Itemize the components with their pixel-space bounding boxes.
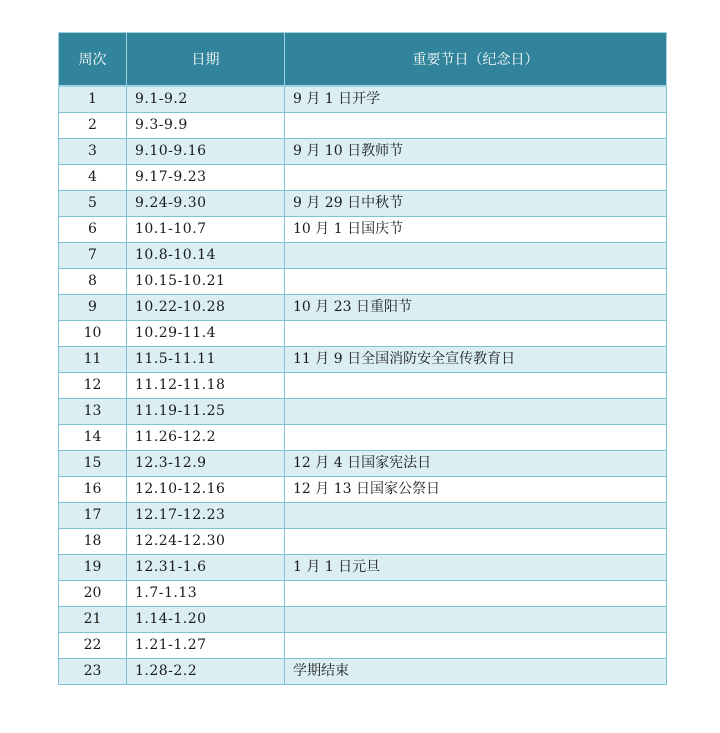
- table-row: [59, 295, 667, 321]
- week-cell: 23: [59, 659, 127, 685]
- date-cell: 10.22-10.28: [127, 295, 285, 321]
- date-cell: 9.3-9.9: [127, 113, 285, 139]
- table-header: [59, 33, 667, 87]
- date-cell: 11.5-11.11: [127, 347, 285, 373]
- festival-cell: [285, 633, 667, 659]
- week-cell: 16: [59, 477, 127, 503]
- header-week: 周次: [59, 33, 127, 87]
- festival-cell: 9 月 29 日中秋节: [285, 191, 667, 217]
- week-cell: 3: [59, 139, 127, 165]
- date-cell: 10.29-11.4: [127, 321, 285, 347]
- festival-cell: 10 月 23 日重阳节: [285, 295, 667, 321]
- festival-cell: [285, 113, 667, 139]
- table-row: [59, 243, 667, 269]
- date-cell: 11.19-11.25: [127, 399, 285, 425]
- date-cell: 9.17-9.23: [127, 165, 285, 191]
- week-cell: 9: [59, 295, 127, 321]
- table-row: [59, 425, 667, 451]
- date-cell: 1.21-1.27: [127, 633, 285, 659]
- table-row: [59, 269, 667, 295]
- festival-cell: [285, 503, 667, 529]
- festival-cell: [285, 321, 667, 347]
- festival-cell: [285, 373, 667, 399]
- table-row: [59, 399, 667, 425]
- week-cell: 12: [59, 373, 127, 399]
- schedule-table-container: [58, 32, 666, 685]
- date-cell: 12.24-12.30: [127, 529, 285, 555]
- table-row: [59, 659, 667, 685]
- festival-cell: [285, 269, 667, 295]
- date-cell: 12.17-12.23: [127, 503, 285, 529]
- table-row: [59, 451, 667, 477]
- table-row: [59, 373, 667, 399]
- week-cell: 8: [59, 269, 127, 295]
- date-cell: 12.31-1.6: [127, 555, 285, 581]
- week-cell: 1: [59, 86, 127, 113]
- table-row: [59, 347, 667, 373]
- table-row: [59, 503, 667, 529]
- festival-cell: [285, 399, 667, 425]
- festival-cell: [285, 529, 667, 555]
- festival-cell: 11 月 9 日全国消防安全宣传教育日: [285, 347, 667, 373]
- week-cell: 19: [59, 555, 127, 581]
- header-date: 日期: [127, 33, 285, 87]
- table-row: [59, 217, 667, 243]
- week-cell: 14: [59, 425, 127, 451]
- table-row: [59, 191, 667, 217]
- table-row: [59, 165, 667, 191]
- festival-cell: [285, 243, 667, 269]
- festival-cell: 12 月 13 日国家公祭日: [285, 477, 667, 503]
- festival-cell: 9 月 1 日开学: [285, 86, 667, 113]
- date-cell: 10.8-10.14: [127, 243, 285, 269]
- table-row: [59, 581, 667, 607]
- table-body: [59, 86, 667, 685]
- date-cell: 9.10-9.16: [127, 139, 285, 165]
- date-cell: 9.1-9.2: [127, 86, 285, 113]
- table-row: [59, 477, 667, 503]
- week-cell: 13: [59, 399, 127, 425]
- date-cell: 11.12-11.18: [127, 373, 285, 399]
- festival-cell: 9 月 10 日教师节: [285, 139, 667, 165]
- date-cell: 10.15-10.21: [127, 269, 285, 295]
- date-cell: 1.28-2.2: [127, 659, 285, 685]
- festival-cell: [285, 607, 667, 633]
- festival-cell: [285, 425, 667, 451]
- week-cell: 10: [59, 321, 127, 347]
- week-cell: 18: [59, 529, 127, 555]
- date-cell: 12.3-12.9: [127, 451, 285, 477]
- week-cell: 7: [59, 243, 127, 269]
- header-row: [59, 33, 667, 87]
- festival-cell: [285, 165, 667, 191]
- week-cell: 15: [59, 451, 127, 477]
- festival-cell: [285, 581, 667, 607]
- festival-cell: 10 月 1 日国庆节: [285, 217, 667, 243]
- week-cell: 20: [59, 581, 127, 607]
- table-row: [59, 633, 667, 659]
- date-cell: 9.24-9.30: [127, 191, 285, 217]
- week-cell: 5: [59, 191, 127, 217]
- table-row: [59, 321, 667, 347]
- week-cell: 4: [59, 165, 127, 191]
- date-cell: 10.1-10.7: [127, 217, 285, 243]
- week-cell: 11: [59, 347, 127, 373]
- date-cell: 12.10-12.16: [127, 477, 285, 503]
- schedule-table: [58, 32, 667, 685]
- week-cell: 2: [59, 113, 127, 139]
- festival-cell: 12 月 4 日国家宪法日: [285, 451, 667, 477]
- date-cell: 1.7-1.13: [127, 581, 285, 607]
- festival-cell: 学期结束: [285, 659, 667, 685]
- table-row: [59, 113, 667, 139]
- date-cell: 11.26-12.2: [127, 425, 285, 451]
- week-cell: 22: [59, 633, 127, 659]
- table-row: [59, 86, 667, 113]
- table-row: [59, 607, 667, 633]
- header-festival: 重要节日（纪念日）: [285, 33, 667, 87]
- date-cell: 1.14-1.20: [127, 607, 285, 633]
- week-cell: 21: [59, 607, 127, 633]
- week-cell: 17: [59, 503, 127, 529]
- table-row: [59, 555, 667, 581]
- festival-cell: 1 月 1 日元旦: [285, 555, 667, 581]
- week-cell: 6: [59, 217, 127, 243]
- table-row: [59, 529, 667, 555]
- table-row: [59, 139, 667, 165]
